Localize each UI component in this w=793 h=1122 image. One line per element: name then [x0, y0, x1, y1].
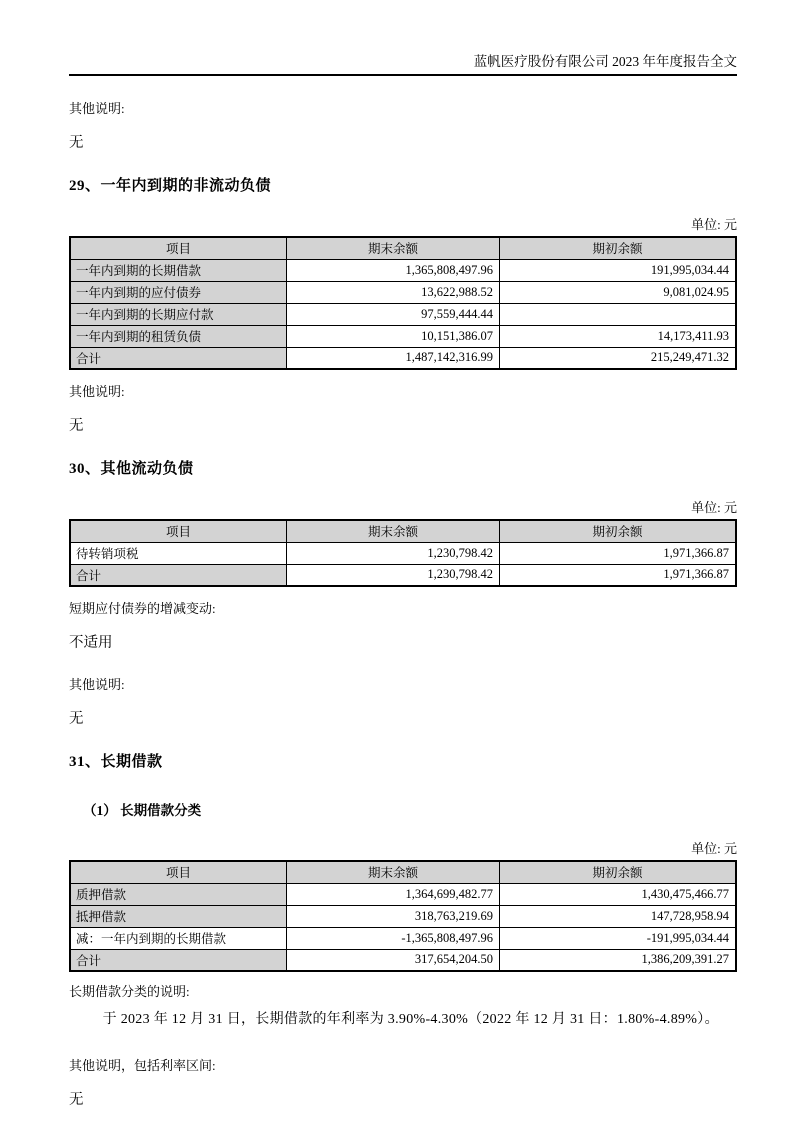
total-label-cell: 合计 — [70, 347, 286, 369]
classification-note-label: 长期借款分类的说明: — [69, 984, 190, 999]
column-header-beginning-balance: 期初余额 — [500, 861, 736, 883]
beginning-balance-cell: 1,386,209,391.27 — [500, 949, 736, 971]
column-header-ending-balance: 期末余额 — [286, 520, 499, 542]
total-label-cell: 合计 — [70, 949, 286, 971]
table-total-row — [70, 949, 736, 971]
ending-balance-cell: 1,365,808,497.96 — [286, 259, 499, 281]
report-title: 蓝帆医疗股份有限公司 2023 年年度报告全文 — [473, 54, 737, 69]
beginning-balance-cell: 215,249,471.32 — [500, 347, 736, 369]
ending-balance-cell: 1,487,142,316.99 — [286, 347, 499, 369]
column-header-beginning-balance: 期初余额 — [500, 520, 736, 542]
other-current-liabilities-table — [69, 519, 737, 587]
noncurrent-liabilities-due-table — [69, 236, 737, 370]
column-header-item: 项目 — [70, 237, 286, 259]
table-header-row — [70, 861, 736, 883]
ending-balance-cell: 97,559,444.44 — [286, 303, 499, 325]
ending-balance-cell: 1,364,699,482.77 — [286, 883, 499, 905]
beginning-balance-cell — [500, 303, 736, 325]
table-row — [70, 883, 736, 905]
beginning-balance-cell: 1,971,366.87 — [500, 542, 736, 564]
table-row — [70, 325, 736, 347]
other-note-value: 无 — [69, 1092, 84, 1108]
table-row — [70, 905, 736, 927]
other-note-value: 无 — [69, 135, 84, 151]
beginning-balance-cell: 1,971,366.87 — [500, 564, 736, 586]
beginning-balance-cell: 147,728,958.94 — [500, 905, 736, 927]
ending-balance-cell: 13,622,988.52 — [286, 281, 499, 303]
beginning-balance-cell: 191,995,034.44 — [500, 259, 736, 281]
item-cell: 减：一年内到期的长期借款 — [70, 927, 286, 949]
table-total-row — [70, 564, 736, 586]
column-header-ending-balance: 期末余额 — [286, 861, 499, 883]
ending-balance-cell: 10,151,386.07 — [286, 325, 499, 347]
item-cell: 一年内到期的应付债券 — [70, 281, 286, 303]
long-term-loans-table — [69, 860, 737, 972]
other-note-label: 其他说明，包括利率区间: — [69, 1058, 216, 1073]
other-note-label: 其他说明: — [69, 677, 125, 692]
total-label-cell: 合计 — [70, 564, 286, 586]
item-cell: 质押借款 — [70, 883, 286, 905]
ending-balance-cell: 318,763,219.69 — [286, 905, 499, 927]
section-29-heading: 29、一年内到期的非流动负债 — [69, 178, 272, 194]
table-header-row — [70, 520, 736, 542]
table-row — [70, 259, 736, 281]
other-note-label: 其他说明: — [69, 384, 125, 399]
item-cell: 一年内到期的租赁负债 — [70, 325, 286, 347]
column-header-item: 项目 — [70, 520, 286, 542]
column-header-beginning-balance: 期初余额 — [500, 237, 736, 259]
section-31-heading: 31、长期借款 — [69, 754, 163, 770]
item-cell: 待转销项税 — [70, 542, 286, 564]
unit-label: 单位: 元 — [691, 500, 737, 515]
table-row — [70, 281, 736, 303]
column-header-ending-balance: 期末余额 — [286, 237, 499, 259]
bond-change-value: 不适用 — [69, 635, 113, 651]
other-note-value: 无 — [69, 418, 84, 434]
section-30-heading: 30、其他流动负债 — [69, 461, 194, 477]
item-cell: 一年内到期的长期借款 — [70, 259, 286, 281]
item-cell: 一年内到期的长期应付款 — [70, 303, 286, 325]
interest-rate-paragraph: 于 2023 年 12 月 31 日，长期借款的年利率为 3.90%-4.30%（2022 年 12 月 31 日：1.80%-4.89%）。 — [102, 1012, 719, 1027]
ending-balance-cell: 1,230,798.42 — [286, 542, 499, 564]
unit-label: 单位: 元 — [691, 217, 737, 232]
other-note-value: 无 — [69, 711, 84, 727]
page-header — [69, 50, 737, 76]
ending-balance-cell: -1,365,808,497.96 — [286, 927, 499, 949]
table-row — [70, 542, 736, 564]
beginning-balance-cell: -191,995,034.44 — [500, 927, 736, 949]
beginning-balance-cell: 1,430,475,466.77 — [500, 883, 736, 905]
column-header-item: 项目 — [70, 861, 286, 883]
table-row — [70, 927, 736, 949]
table-row — [70, 303, 736, 325]
ending-balance-cell: 1,230,798.42 — [286, 564, 499, 586]
other-note-label: 其他说明: — [69, 101, 125, 116]
beginning-balance-cell: 9,081,024.95 — [500, 281, 736, 303]
unit-label: 单位: 元 — [691, 841, 737, 856]
bond-change-label: 短期应付债券的增减变动: — [69, 601, 216, 616]
table-total-row — [70, 347, 736, 369]
section-31-subheading: （1） 长期借款分类 — [83, 803, 202, 818]
ending-balance-cell: 317,654,204.50 — [286, 949, 499, 971]
item-cell: 抵押借款 — [70, 905, 286, 927]
beginning-balance-cell: 14,173,411.93 — [500, 325, 736, 347]
table-header-row — [70, 237, 736, 259]
